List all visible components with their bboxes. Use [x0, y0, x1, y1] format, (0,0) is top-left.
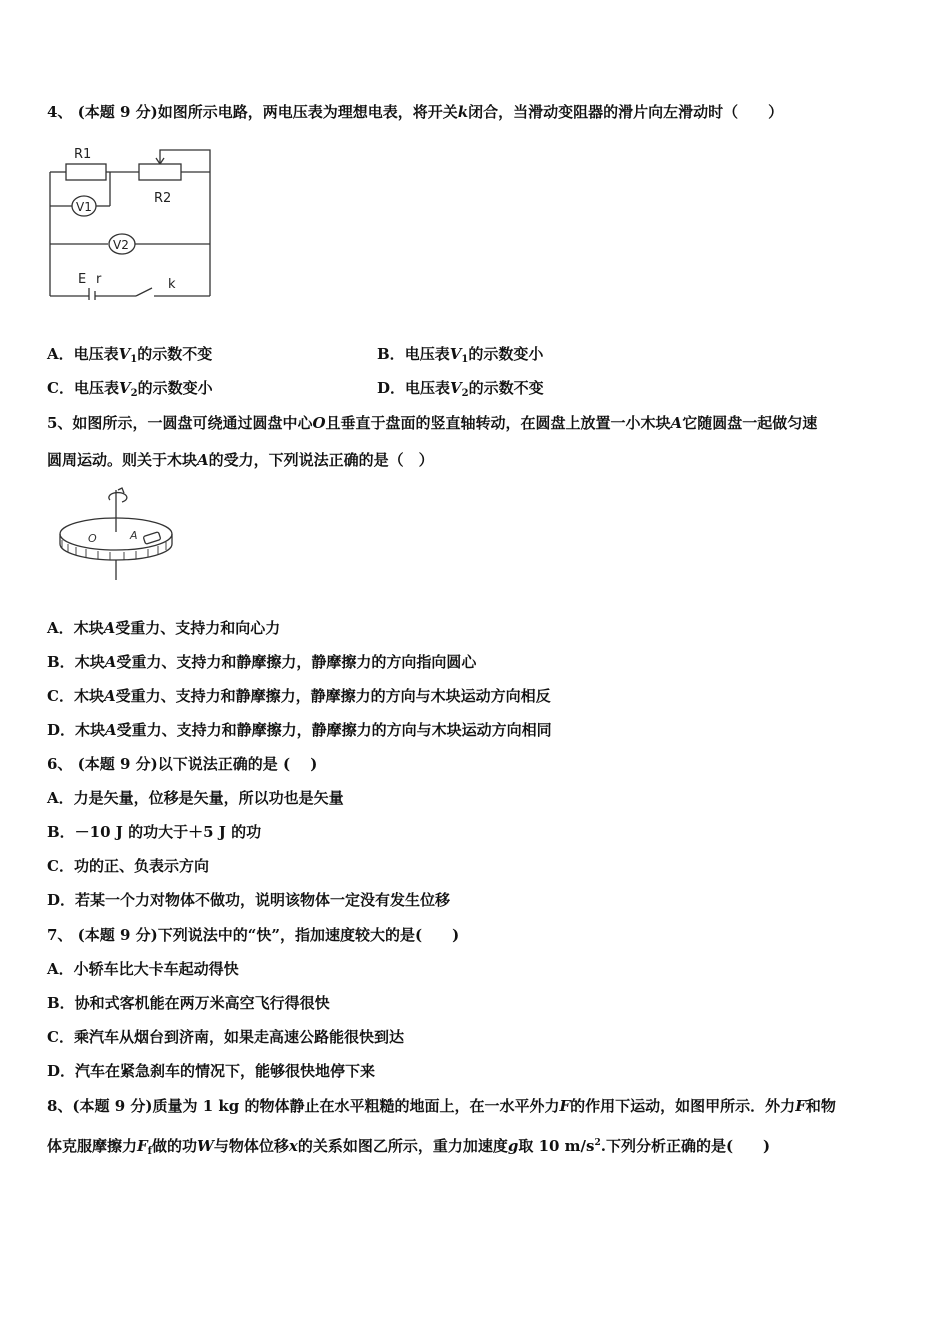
label-r: r [96, 272, 102, 287]
label-v1: V1 [76, 200, 92, 214]
q4-stem: 4、 (本题 9 分)如图所示电路，两电压表为理想电表，将开关k闭合，当滑动变阻器的滑片向左滑动时（ ） [47, 103, 784, 121]
q8-stem-line1: 8、(本题 9 分)质量为 1 kg 的物体静止在水平粗糙的地面上，在一水平外力F的作用下运动，如图甲所示．外力F和物 [47, 1097, 836, 1115]
switch-k [136, 288, 152, 296]
r2-rheostat [139, 164, 181, 180]
q5-stem-line1: 5、如图所示，一圆盘可绕通过圆盘中心O且垂直于盘面的竖直轴转动，在圆盘上放置一小木块A它随圆盘一起做匀速 [47, 414, 818, 432]
q6-option-c: C．功的正、负表示方向 [47, 857, 209, 875]
q4-option-c: C．电压表$V_2$的示数变小 [47, 379, 213, 399]
q5-option-d: D．木块A受重力、支持力和静摩擦力，静摩擦力的方向与木块运动方向相同 [47, 721, 552, 739]
q7-option-d: D．汽车在紧急刹车的情况下，能够很快地停下来 [47, 1062, 376, 1080]
q6-option-b: B．－10 J 的功大于＋5 J 的功 [47, 823, 262, 841]
q4-option-d: D．电压表$V_2$的示数不变 [377, 379, 544, 399]
q6-stem: 6、 (本题 9 分)以下说法正确的是 ( ) [47, 755, 318, 773]
label-v2: V2 [113, 238, 129, 252]
q7-option-a: A．小轿车比大卡车起动得快 [47, 960, 239, 978]
q5-stem-line2: 圆周运动。则关于木块A的受力，下列说法正确的是（ ） [47, 451, 434, 469]
label-k: k [168, 277, 176, 292]
q5-option-b: B．木块A受重力、支持力和静摩擦力，静摩擦力的方向指向圆心 [47, 653, 477, 671]
q5-disk-diagram [52, 484, 192, 584]
q4-option-b: B．电压表$V_1$的示数变小 [377, 345, 544, 365]
q8-stem-line2: 体克服摩擦力$F_f$做的功W与物体位移x的关系如图乙所示，重力加速度g取 10 $m/s^2$.下列分析正确的是( ) [47, 1137, 771, 1157]
q5-option-c: C．木块A受重力、支持力和静摩擦力，静摩擦力的方向与木块运动方向相反 [47, 687, 551, 705]
label-a: A [130, 529, 138, 542]
q4-option-a: A．电压表$V_1$的示数不变 [47, 345, 213, 365]
q4-circuit-diagram [44, 140, 224, 300]
label-o: O [88, 532, 97, 545]
q7-option-c: C．乘汽车从烟台到济南，如果走高速公路能很快到达 [47, 1028, 404, 1046]
q6-option-a: A．力是矢量，位移是矢量，所以功也是矢量 [47, 789, 344, 807]
r1-resistor [66, 164, 106, 180]
q7-option-b: B．协和式客机能在两万米高空飞行得很快 [47, 994, 330, 1012]
q7-stem: 7、 (本题 9 分)下列说法中的“快”，指加速度较大的是( ) [47, 926, 460, 944]
label-e: E [78, 272, 87, 287]
q5-option-a: A．木块A受重力、支持力和向心力 [47, 619, 281, 637]
q6-option-d: D．若某一个力对物体不做功，说明该物体一定没有发生位移 [47, 891, 451, 909]
label-r1: R1 [74, 147, 92, 162]
label-r2: R2 [154, 191, 172, 206]
